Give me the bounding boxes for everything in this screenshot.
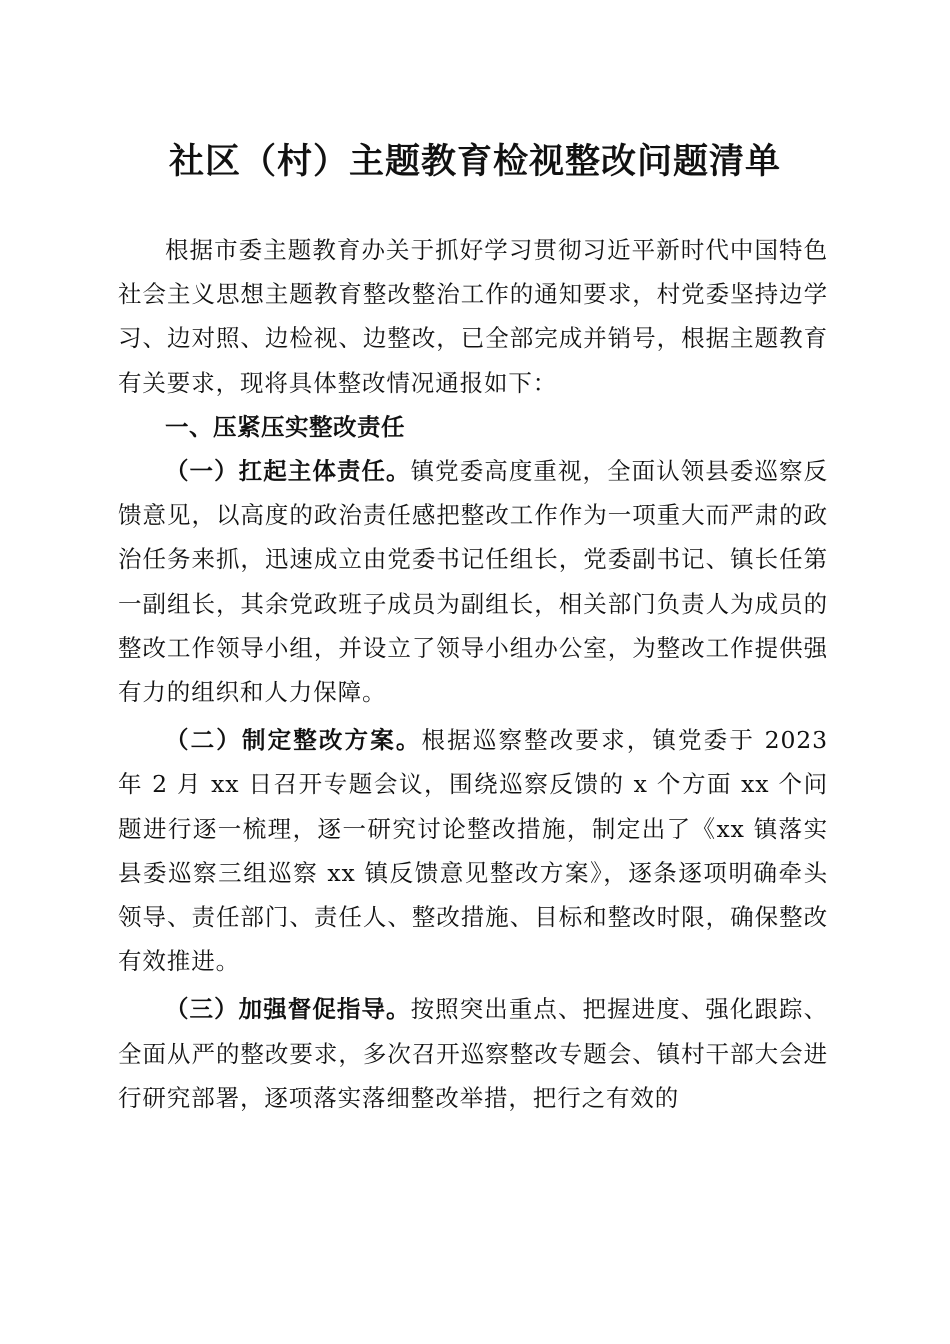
paragraph-lead: （一）扛起主体责任。 xyxy=(165,457,411,486)
paragraph-item-2 xyxy=(118,718,828,983)
paragraph-text: 根据巡察整改要求，镇党委于 2023 年 2 月 xx 日召开专题会议，围绕巡察反馈的 x 个方面 xx 个问题进行逐一梳理，逐一研究讨论整改措施，制定出了《xx 镇落实县委巡察三组巡察 xx 镇反馈意见整改方案》，逐条逐项明确牵头领导、责任部门、责任人、整改措施、目标和整改时限，确保整改有效推进。 xyxy=(118,726,828,976)
section-heading: 一、压紧压实整改责任 xyxy=(165,412,405,441)
paragraph-lead: （二）制定整改方案。 xyxy=(165,726,422,755)
paragraph-text: 镇党委高度重视，全面认领县委巡察反馈意见，以高度的政治责任感把整改工作作为一项重大而严肃的政治任务来抓，迅速成立由党委书记任组长，党委副书记、镇长任第一副组长，其余党政班子成员为副组长，相关部门负责人为成员的整改工作领导小组，并设立了领导小组办公室，为整改工作提供强有力的组织和人力保障。 xyxy=(118,457,829,707)
paragraph-lead: （三）加强督促指导。 xyxy=(165,995,411,1024)
intro-paragraph: 根据市委主题教育办关于抓好学习贯彻习近平新时代中国特色社会主义思想主题教育整改整治工作的通知要求，村党委坚持边学习、边对照、边检视、边整改，已全部完成并销号，根据主题教育有关要求，现将具体整改情况通报如下： xyxy=(118,236,828,397)
paragraph-item-1 xyxy=(118,449,828,714)
paragraph-text: 按照突出重点、把握进度、强化跟踪、全面从严的整改要求，多次召开巡察整改专题会、镇村干部大会进行研究部署，逐项落实落细整改举措，把行之有效的 xyxy=(118,995,829,1112)
document-body xyxy=(118,228,828,1120)
document-title: 社区（村）主题教育检视整改问题清单 xyxy=(168,141,781,182)
paragraph-item-3 xyxy=(118,987,828,1120)
